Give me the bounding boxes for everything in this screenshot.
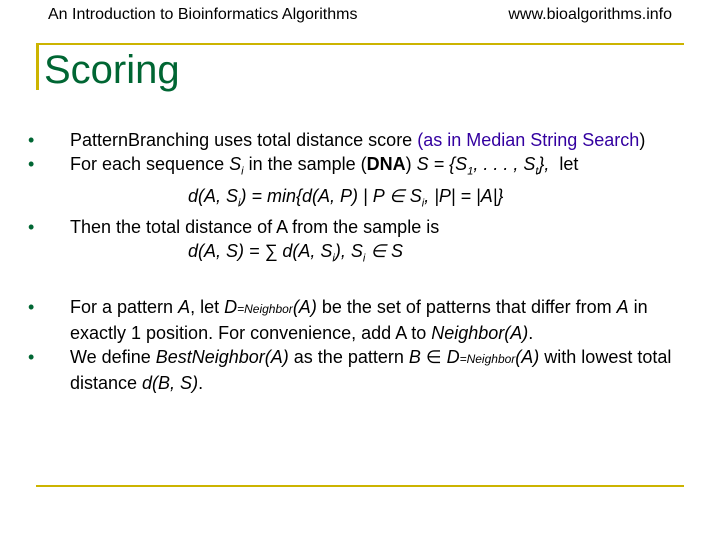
math-var: Neighbor(A) bbox=[431, 322, 529, 343]
math-small: =Neighbor bbox=[237, 301, 293, 316]
math-set: }, bbox=[538, 154, 550, 174]
bullet-text: , let bbox=[190, 296, 225, 317]
formula-min-distance bbox=[28, 184, 688, 216]
bullet-best-neighbor bbox=[28, 345, 688, 395]
math-var: A bbox=[616, 296, 629, 317]
math-var: D bbox=[446, 346, 460, 367]
math-sub: 1 bbox=[467, 165, 474, 178]
header-website: www.bioalgorithms.info bbox=[508, 6, 672, 23]
math-var: A bbox=[178, 296, 191, 317]
formula-part: ∈ S bbox=[365, 241, 403, 262]
math-set: , . . . , S bbox=[473, 154, 536, 174]
math-var: B bbox=[408, 346, 421, 367]
slide-title: Scoring bbox=[44, 48, 180, 92]
bullet-text: with lowest total distance bbox=[70, 346, 672, 393]
math-sub: i bbox=[332, 252, 335, 265]
spacer bbox=[28, 271, 688, 295]
bullet-each-sequence bbox=[28, 152, 688, 184]
footer-rule bbox=[36, 485, 684, 487]
math-var: (A) bbox=[292, 296, 317, 317]
bullet-total-distance bbox=[28, 215, 688, 239]
bullet-text: PatternBranching uses total distance score bbox=[70, 130, 418, 150]
bullet-text: ) bbox=[405, 154, 417, 174]
bullet-text: For a pattern bbox=[70, 296, 179, 317]
math-sub: i bbox=[241, 165, 244, 178]
bullet-text: . bbox=[528, 322, 534, 343]
formula-part: ) = min{d(A, P) | P ∈ S bbox=[240, 185, 422, 206]
math-var: S bbox=[229, 154, 242, 174]
math-var: d(B, S) bbox=[142, 372, 199, 393]
formula-part: d(A, S bbox=[188, 185, 239, 206]
math-sub: i bbox=[238, 197, 241, 210]
math-small: =Neighbor bbox=[459, 351, 516, 366]
math-var: (A) bbox=[515, 346, 540, 367]
bullet-text: in exactly 1 position. For convenience, add A to bbox=[70, 296, 648, 343]
title-side-bar bbox=[36, 43, 39, 90]
math-set: S = {S bbox=[416, 154, 468, 174]
bullet-text: in the sample ( bbox=[243, 154, 367, 174]
formula-part: ), S bbox=[334, 241, 363, 262]
bullet-text: Then the total distance of A from the sample is bbox=[70, 217, 440, 238]
formula-part: d(A, S) = ∑ d(A, S bbox=[188, 241, 333, 262]
math-sub: i bbox=[362, 252, 366, 265]
bullet-pattern-branching bbox=[28, 128, 688, 152]
title-underline bbox=[36, 43, 684, 45]
slide-content bbox=[28, 128, 688, 395]
median-string-link: (as in Median String Search bbox=[417, 130, 640, 150]
formula-part: , |P| = |A|} bbox=[424, 185, 504, 206]
math-sub: t bbox=[535, 165, 539, 178]
formula-total-distance bbox=[28, 239, 688, 271]
math-sub: i bbox=[421, 197, 425, 210]
bullet-dot: • bbox=[28, 346, 35, 367]
header-course-title: An Introduction to Bioinformatics Algorithms bbox=[48, 6, 358, 23]
math-var: D bbox=[224, 296, 238, 317]
bullet-text: be the set of patterns that differ from bbox=[316, 296, 617, 317]
bullet-dot: • bbox=[28, 130, 35, 150]
bullet-text: For each sequence bbox=[70, 154, 230, 174]
bullet-dot: • bbox=[28, 154, 35, 174]
bullet-text: ∈ bbox=[420, 346, 447, 367]
bullet-text: We define bbox=[70, 346, 156, 367]
bullet-text: ) bbox=[639, 130, 646, 150]
bullet-dot: • bbox=[28, 217, 35, 238]
math-var: BestNeighbor(A) bbox=[155, 346, 289, 367]
bullet-text: as the pattern bbox=[288, 346, 409, 367]
dna-term: DNA bbox=[366, 154, 406, 174]
bullet-dot: • bbox=[28, 296, 35, 317]
bullet-text: . bbox=[198, 372, 204, 393]
bullet-text: let bbox=[549, 154, 579, 174]
bullet-neighbor-set bbox=[28, 295, 688, 345]
